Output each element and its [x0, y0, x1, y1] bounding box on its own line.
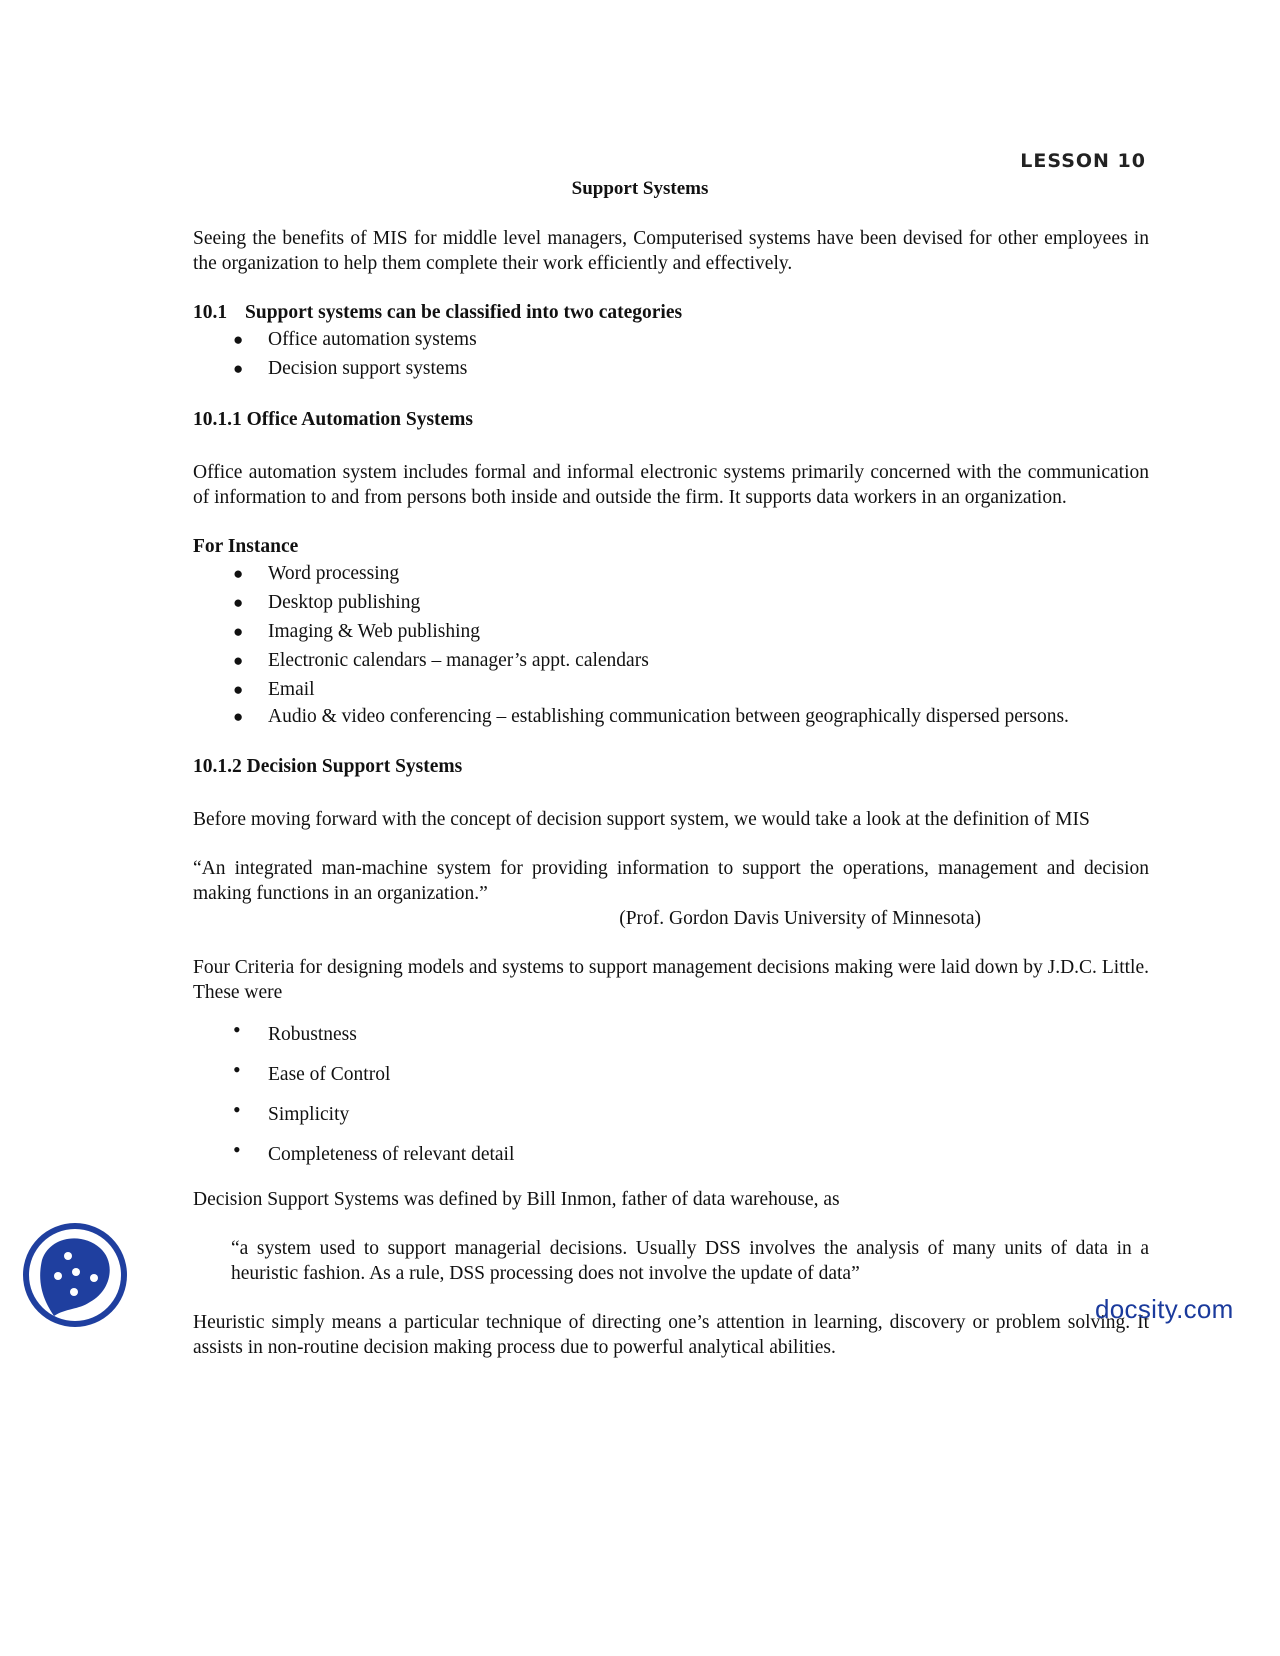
heuristic-paragraph: Heuristic simply means a particular technique of directing one’s attention in learning, discovery or problem solving. It assists in non-routine decision making process due to powerful analytical abilities. — [193, 1312, 1149, 1358]
inmon-quote: “a system used to support managerial decisions. Usually DSS involves the analysis of many units of data in a heuristic fashion. As a rule, DSS processing does not involve the update of data” — [231, 1238, 1149, 1284]
category-list — [193, 325, 1149, 383]
criteria-paragraph: Four Criteria for designing models and systems to support management decisions making were laid down by J.D.C. Little. These were — [193, 957, 1149, 1003]
bullet-icon: • — [233, 1137, 241, 1162]
list-item: ● Word processing — [193, 559, 1149, 588]
page-title: Support Systems — [571, 178, 709, 199]
list-item: • Robustness — [193, 1015, 1149, 1055]
bullet-icon: ● — [233, 330, 244, 349]
bullet-icon: ● — [233, 359, 244, 378]
docsity-brand-text[interactable]: docsity.com — [1095, 1294, 1234, 1324]
list-item: • Ease of Control — [193, 1055, 1149, 1095]
office-automation-paragraph: Office automation system includes formal and informal electronic systems primarily concerned with the communication of information to and from persons both inside and outside the firm. It supports data workers in an organization. — [193, 462, 1149, 508]
bullet-icon: ● — [233, 680, 244, 699]
bullet-icon: ● — [233, 707, 244, 726]
list-item: ● Imaging & Web publishing — [193, 617, 1149, 646]
list-item: ● Desktop publishing — [193, 588, 1149, 617]
section-10-1-2-heading: 10.1.2 Decision Support Systems — [193, 756, 463, 777]
criteria-list — [193, 1015, 1149, 1175]
list-item: ● Email — [193, 675, 1149, 704]
document-body — [193, 226, 1149, 1360]
list-item: ● Electronic calendars – manager’s appt. calendars — [193, 646, 1149, 675]
section-10-1-1-heading: 10.1.1 Office Automation Systems — [193, 409, 474, 430]
list-item: • Completeness of relevant detail — [193, 1135, 1149, 1175]
bullet-icon: • — [233, 1017, 241, 1042]
bullet-icon: ● — [233, 593, 244, 612]
section-number: 10.1 — [193, 302, 228, 323]
docsity-logo-icon — [20, 1220, 130, 1330]
list-item: • Simplicity — [193, 1095, 1149, 1135]
for-instance-heading: For Instance — [193, 536, 299, 557]
list-item: ● Decision support systems — [193, 354, 1149, 383]
bullet-icon: • — [233, 1057, 241, 1082]
instance-list — [193, 559, 1149, 730]
definition-attribution: (Prof. Gordon Davis University of Minnesota) — [619, 908, 981, 929]
lesson-label: LESSON 10 — [1020, 150, 1146, 172]
bullet-icon: ● — [233, 564, 244, 583]
section-10-1-heading — [193, 300, 1149, 325]
intro-paragraph: Seeing the benefits of MIS for middle level managers, Computerised systems have been devised for other employees in the organization to help them complete their work efficiently and effectively. — [193, 228, 1149, 274]
inmon-definition-paragraph: Decision Support Systems was defined by Bill Inmon, father of data warehouse, as — [193, 1189, 840, 1210]
bullet-icon: • — [233, 1097, 241, 1122]
section-title: Support systems can be classified into two categories — [245, 302, 683, 323]
list-item: ● Office automation systems — [193, 325, 1149, 354]
list-item: ● Audio & video conferencing – establishing communication between geographically dispersed persons. — [193, 704, 1149, 730]
dss-intro-paragraph: Before moving forward with the concept of decision support system, we would take a look at the definition of MIS — [193, 809, 1090, 830]
bullet-icon: ● — [233, 651, 244, 670]
mis-definition: “An integrated man-machine system for providing information to support the operations, management and decision making functions in an organization.” — [193, 858, 1149, 904]
bullet-icon: ● — [233, 622, 244, 641]
